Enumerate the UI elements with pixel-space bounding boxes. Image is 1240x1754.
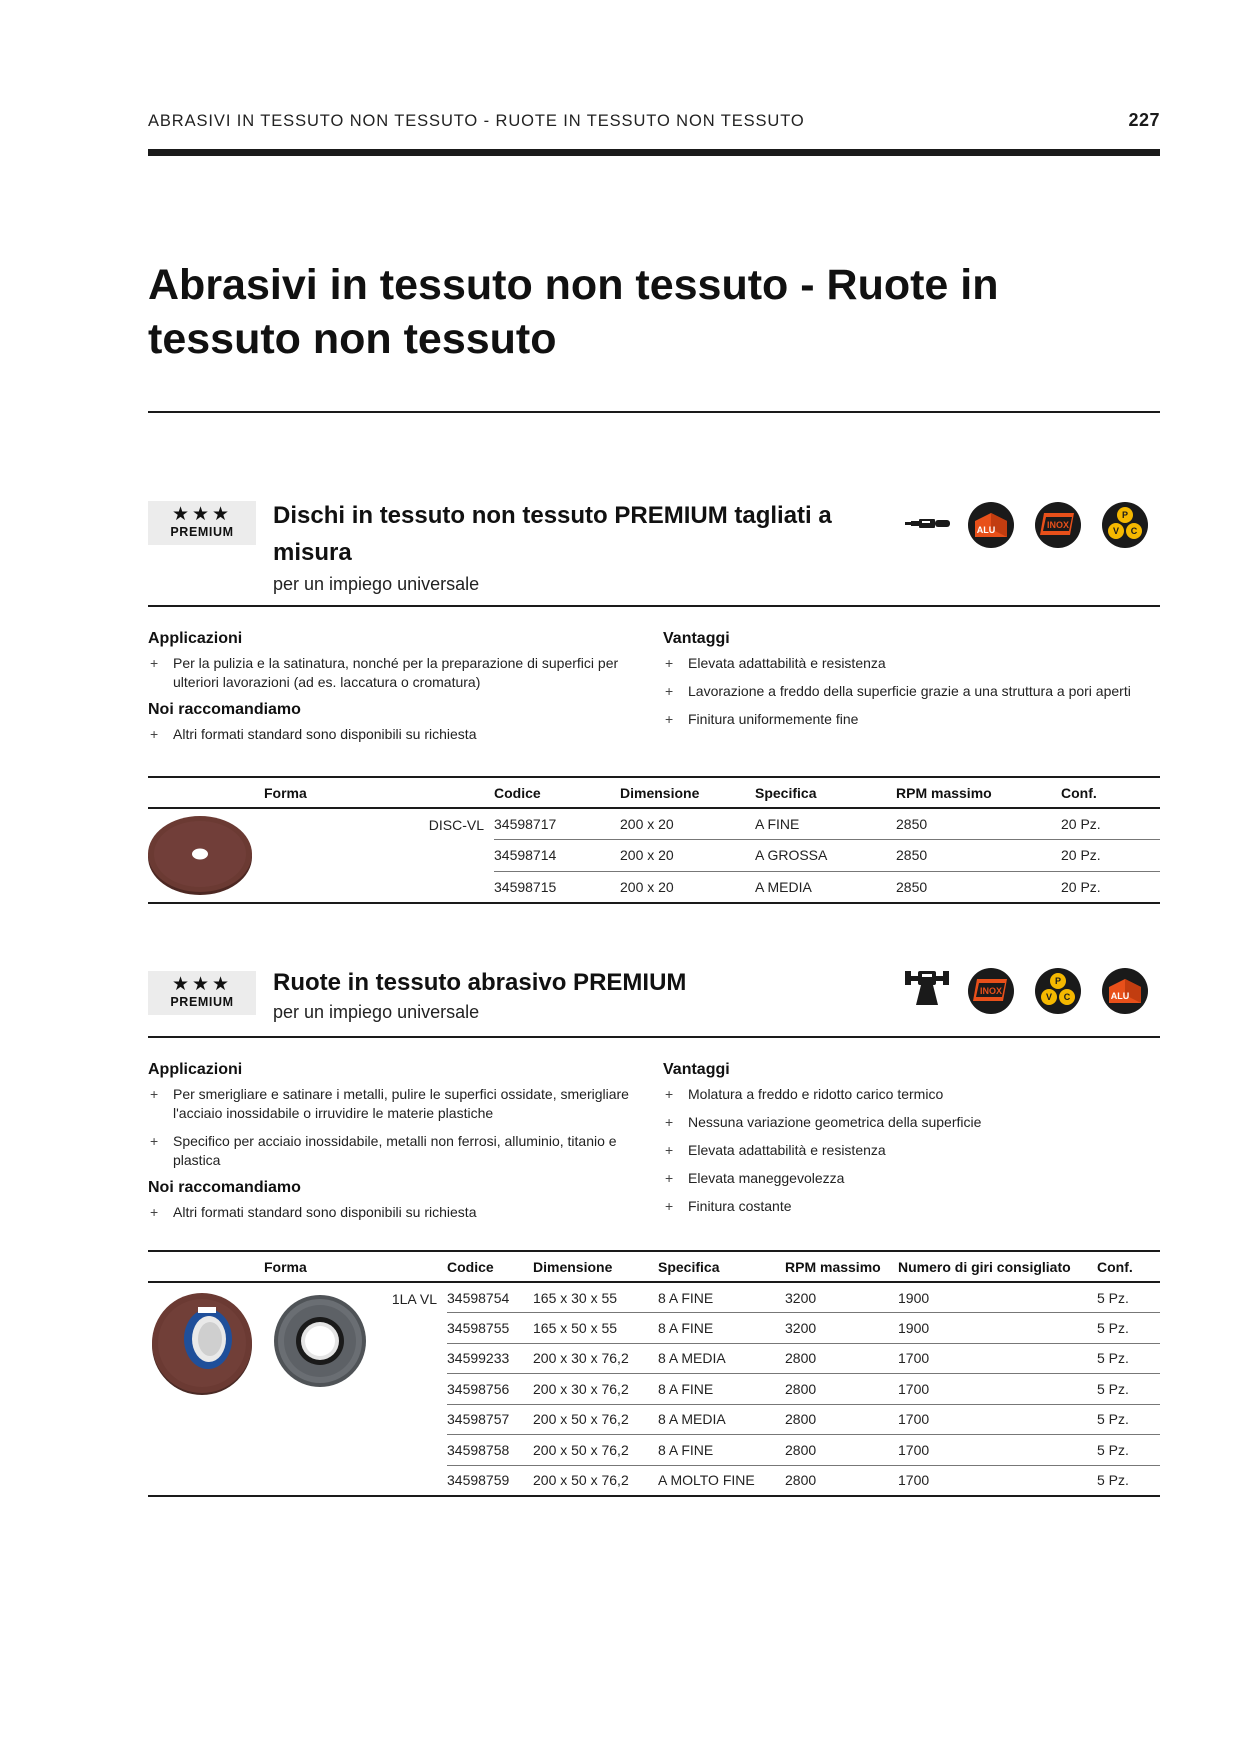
header-specifica: Specifica xyxy=(658,1251,785,1282)
applicazioni-list xyxy=(148,1085,653,1170)
cell-giri: 1700 xyxy=(898,1435,1097,1466)
cell-specifica: A FINE xyxy=(755,808,896,840)
list-item: + Elevata adattabilità e resistenza xyxy=(663,1141,1168,1160)
cell-conf: 5 Pz. xyxy=(1097,1374,1160,1405)
page-number: 227 xyxy=(1128,110,1160,130)
product-table xyxy=(148,776,1160,904)
cell-dimensione: 165 x 50 x 55 xyxy=(533,1313,658,1344)
header-forma: Forma xyxy=(148,777,494,808)
section-title: Ruote in tessuto abrasivo PREMIUM xyxy=(273,969,687,996)
cell-rpm: 2800 xyxy=(785,1465,898,1496)
applicazioni-heading: Applicazioni xyxy=(148,1061,243,1078)
running-header xyxy=(148,110,1160,156)
cell-dimensione: 200 x 50 x 76,2 xyxy=(533,1404,658,1435)
flap-wheel-image xyxy=(148,1289,256,1397)
cell-dimensione: 200 x 30 x 76,2 xyxy=(533,1374,658,1405)
vantaggi-heading: Vantaggi xyxy=(663,1061,730,1078)
raccomandiamo-heading: Noi raccomandiamo xyxy=(148,1179,301,1196)
cell-giri: 1700 xyxy=(898,1343,1097,1374)
list-item: + Nessuna variazione geometrica della superficie xyxy=(663,1113,1168,1132)
raccomandiamo-list xyxy=(148,725,653,744)
vantaggi-column xyxy=(663,1061,1168,1225)
premium-badge xyxy=(148,501,256,545)
list-item: + Elevata adattabilità e resistenza xyxy=(663,654,1168,673)
non-woven-wheel-image xyxy=(272,1293,368,1389)
cell-conf: 20 Pz. xyxy=(1061,871,1160,903)
cell-rpm: 3200 xyxy=(785,1313,898,1344)
cell-specifica: 8 A FINE xyxy=(658,1282,785,1313)
forma-label: DISC-VL xyxy=(260,808,494,903)
cell-dimensione: 200 x 20 xyxy=(620,840,755,872)
cell-specifica: 8 A MEDIA xyxy=(658,1343,785,1374)
svg-text:C: C xyxy=(1130,526,1138,536)
disc-product-image xyxy=(148,809,256,899)
cell-codice: 34598714 xyxy=(494,840,620,872)
section-subtitle: per un impiego universale xyxy=(273,574,480,594)
list-item: + Specifico per acciaio inossidabile, metalli non ferrosi, alluminio, titanio e plastica xyxy=(148,1132,653,1170)
svg-text:ALU: ALU xyxy=(976,525,996,535)
cell-rpm: 2800 xyxy=(785,1435,898,1466)
header-forma: Forma xyxy=(148,1251,447,1282)
list-item: + Per smerigliare e satinare i metalli, pulire le superfici ossidate, smerigliare l'acciaio inossidabile o irruvidire le materie plastiche xyxy=(148,1085,653,1123)
bench-grinder-icon xyxy=(904,967,950,1007)
cell-specifica: A MEDIA xyxy=(755,871,896,903)
list-item: + Finitura uniformemente fine xyxy=(663,710,1168,729)
applicazioni-heading: Applicazioni xyxy=(148,630,243,647)
svg-text:P: P xyxy=(1121,510,1129,520)
list-item: + Altri formati standard sono disponibili su richiesta xyxy=(148,725,653,744)
title-divider xyxy=(148,411,1160,413)
svg-text:INOX: INOX xyxy=(1046,520,1070,530)
list-item: + Lavorazione a freddo della superficie grazie a una struttura a pori aperti xyxy=(663,682,1168,701)
cell-conf: 5 Pz. xyxy=(1097,1282,1160,1313)
cell-codice: 34598759 xyxy=(447,1465,533,1496)
cell-giri: 1900 xyxy=(898,1282,1097,1313)
badge-label: PREMIUM xyxy=(170,995,234,1009)
list-item: + Molatura a freddo e ridotto carico termico xyxy=(663,1085,1168,1104)
section-divider xyxy=(148,605,1160,607)
cell-dimensione: 200 x 30 x 76,2 xyxy=(533,1343,658,1374)
cell-conf: 5 Pz. xyxy=(1097,1435,1160,1466)
alu-material-icon xyxy=(1101,967,1149,1015)
cell-codice: 34598758 xyxy=(447,1435,533,1466)
table-header-row xyxy=(148,777,1160,808)
cell-specifica: 8 A FINE xyxy=(658,1374,785,1405)
header-conf: Conf. xyxy=(1061,777,1160,808)
product-table xyxy=(148,1250,1160,1497)
vantaggi-list xyxy=(663,654,1168,729)
applicazioni-list xyxy=(148,654,653,692)
table-row xyxy=(148,1282,1160,1313)
running-title: ABRASIVI IN TESSUTO NON TESSUTO - RUOTE IN TESSUTO NON TESSUTO xyxy=(148,112,805,130)
cell-conf: 5 Pz. xyxy=(1097,1343,1160,1374)
page-title: Abrasivi in tessuto non tessuto - Ruote in tessuto non tessuto xyxy=(148,261,999,363)
cell-giri: 1700 xyxy=(898,1404,1097,1435)
cell-conf: 5 Pz. xyxy=(1097,1404,1160,1435)
section-title: Dischi in tessuto non tessuto PREMIUM tagliati a misura xyxy=(273,502,832,566)
cell-conf: 20 Pz. xyxy=(1061,840,1160,872)
header-conf: Conf. xyxy=(1097,1251,1160,1282)
vantaggi-column xyxy=(663,630,1168,738)
cell-rpm: 2850 xyxy=(896,808,1061,840)
cell-giri: 1700 xyxy=(898,1374,1097,1405)
header-rpm: RPM massimo xyxy=(896,777,1061,808)
cell-giri: 1900 xyxy=(898,1313,1097,1344)
cell-specifica: 8 A FINE xyxy=(658,1435,785,1466)
cell-dimensione: 200 x 50 x 76,2 xyxy=(533,1465,658,1496)
cell-rpm: 2850 xyxy=(896,840,1061,872)
section-subtitle: per un impiego universale xyxy=(273,1002,480,1022)
list-item: + Elevata maneggevolezza xyxy=(663,1169,1168,1188)
applicazioni-column xyxy=(148,630,653,753)
svg-text:V: V xyxy=(1045,992,1053,1002)
product-image-cell xyxy=(148,808,260,903)
cell-specifica: 8 A FINE xyxy=(658,1313,785,1344)
cell-conf: 5 Pz. xyxy=(1097,1313,1160,1344)
cell-codice: 34598754 xyxy=(447,1282,533,1313)
svg-text:INOX: INOX xyxy=(979,986,1003,996)
cell-codice: 34598717 xyxy=(494,808,620,840)
header-codice: Codice xyxy=(494,777,620,808)
cell-rpm: 2850 xyxy=(896,871,1061,903)
vantaggi-list xyxy=(663,1085,1168,1216)
pvc-material-icon xyxy=(1101,501,1149,549)
list-item: + Per la pulizia e la satinatura, nonché per la preparazione di superfici per ulteriori lavorazioni (ad es. laccatura o cromatura) xyxy=(148,654,653,692)
cell-dimensione: 200 x 50 x 76,2 xyxy=(533,1435,658,1466)
cell-conf: 5 Pz. xyxy=(1097,1465,1160,1496)
header-codice: Codice xyxy=(447,1251,533,1282)
cell-specifica: A MOLTO FINE xyxy=(658,1465,785,1496)
raccomandiamo-list xyxy=(148,1203,653,1222)
header-rpm: RPM massimo xyxy=(785,1251,898,1282)
list-item: + Finitura costante xyxy=(663,1197,1168,1216)
alu-material-icon xyxy=(967,501,1015,549)
stars-icon: ★★★ xyxy=(171,974,233,995)
product-image-cell xyxy=(148,1282,372,1496)
cell-rpm: 2800 xyxy=(785,1404,898,1435)
inox-material-icon xyxy=(967,967,1015,1015)
table-header-row xyxy=(148,1251,1160,1282)
inox-material-icon xyxy=(1034,501,1082,549)
header-specifica: Specifica xyxy=(755,777,896,808)
pvc-material-icon xyxy=(1034,967,1082,1015)
stars-icon: ★★★ xyxy=(171,504,233,525)
cell-dimensione: 200 x 20 xyxy=(620,808,755,840)
table-row xyxy=(148,808,1160,840)
cell-codice: 34598757 xyxy=(447,1404,533,1435)
svg-text:V: V xyxy=(1112,526,1120,536)
svg-text:P: P xyxy=(1054,976,1062,986)
svg-text:ALU: ALU xyxy=(1110,991,1130,1001)
cell-codice: 34598756 xyxy=(447,1374,533,1405)
cell-specifica: 8 A MEDIA xyxy=(658,1404,785,1435)
cell-dimensione: 165 x 30 x 55 xyxy=(533,1282,658,1313)
cell-dimensione: 200 x 20 xyxy=(620,871,755,903)
list-item: + Altri formati standard sono disponibili su richiesta xyxy=(148,1203,653,1222)
cell-specifica: A GROSSA xyxy=(755,840,896,872)
vantaggi-heading: Vantaggi xyxy=(663,630,730,647)
forma-label: 1LA VL xyxy=(372,1282,447,1496)
cell-rpm: 3200 xyxy=(785,1282,898,1313)
header-giri: Numero di giri consigliato xyxy=(898,1251,1097,1282)
cell-rpm: 2800 xyxy=(785,1374,898,1405)
header-dimensione: Dimensione xyxy=(620,777,755,808)
drill-tool-icon xyxy=(904,510,952,538)
section-divider xyxy=(148,1036,1160,1038)
cell-giri: 1700 xyxy=(898,1465,1097,1496)
cell-codice: 34598715 xyxy=(494,871,620,903)
raccomandiamo-heading: Noi raccomandiamo xyxy=(148,701,301,718)
badge-label: PREMIUM xyxy=(170,525,234,539)
cell-codice: 34599233 xyxy=(447,1343,533,1374)
cell-conf: 20 Pz. xyxy=(1061,808,1160,840)
applicazioni-column xyxy=(148,1061,653,1231)
premium-badge xyxy=(148,971,256,1015)
header-dimensione: Dimensione xyxy=(533,1251,658,1282)
cell-rpm: 2800 xyxy=(785,1343,898,1374)
cell-codice: 34598755 xyxy=(447,1313,533,1344)
svg-text:C: C xyxy=(1063,992,1071,1002)
